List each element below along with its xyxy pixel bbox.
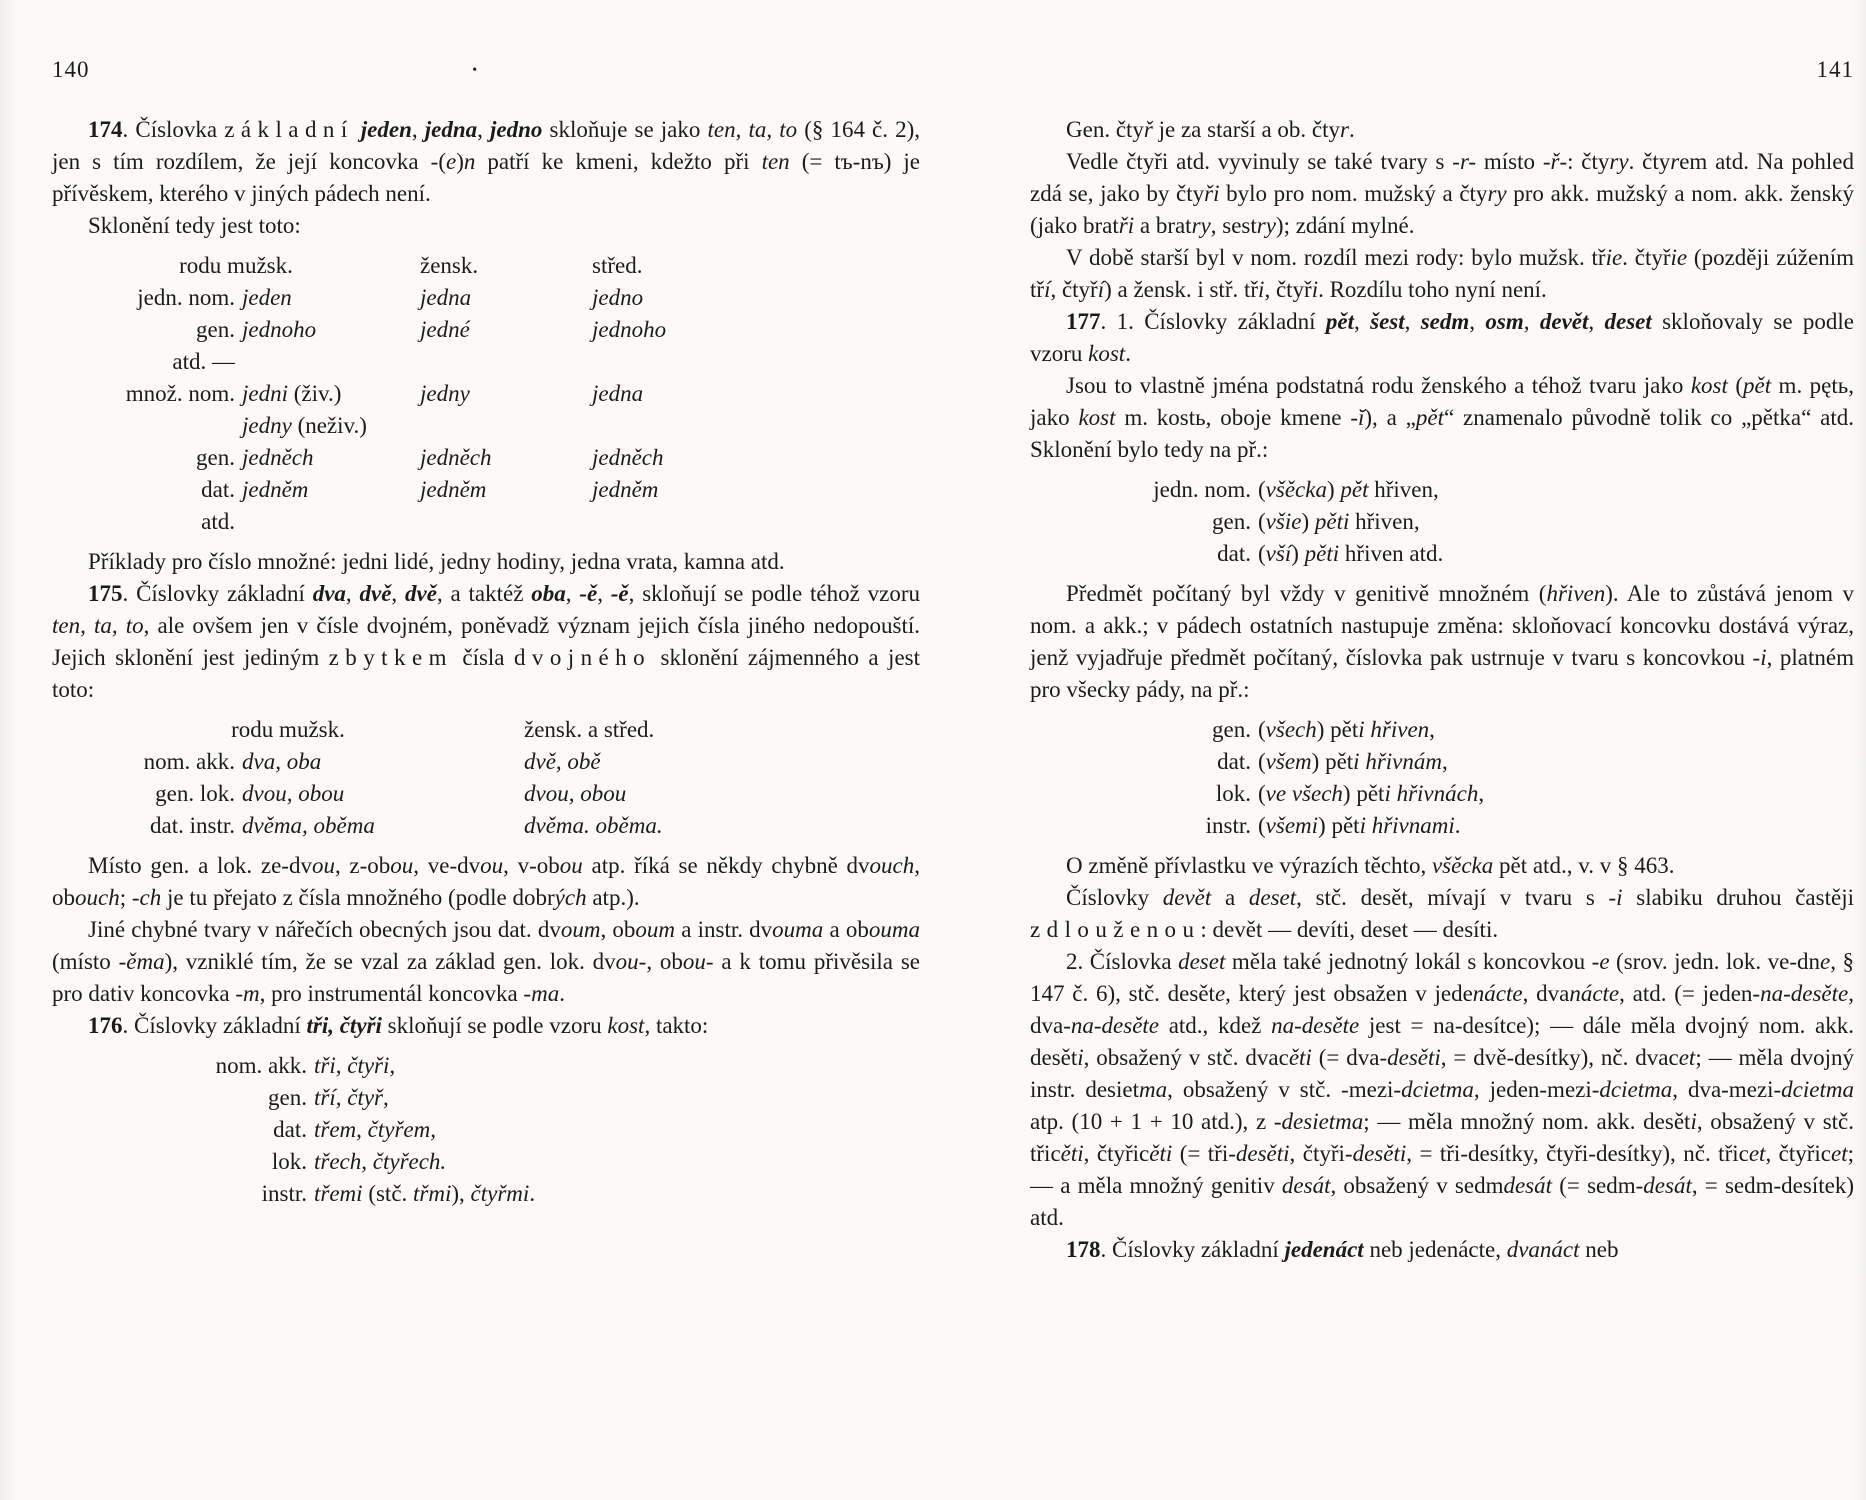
case-label: nom. akk.: [143, 749, 235, 774]
case-label: nom. akk.: [215, 1053, 307, 1078]
table-header-row: [52, 250, 920, 282]
form-cell: dvou, obou: [242, 781, 345, 806]
case-label: atd. —: [172, 349, 235, 374]
paragraph-178: 178. Číslovky základní jedenáct neb jedenácte, dvanáct neb: [1066, 1237, 1619, 1262]
form-cell: [242, 506, 420, 538]
list-row: [1030, 538, 1854, 570]
case-label: lok.: [271, 1149, 307, 1174]
form-cell: jedna: [420, 285, 472, 310]
form-cell: (všemi) pěti hřivnami.: [1258, 813, 1461, 838]
form-cell: [592, 410, 920, 442]
list-row: [1030, 810, 1854, 842]
form-cell: jedněm: [242, 477, 309, 502]
gender-header-neuter: střed.: [592, 253, 643, 278]
list-row: [1030, 714, 1854, 746]
table-row: [52, 378, 920, 410]
case-list-hriven-plural: [1030, 714, 1854, 842]
form-cell: tři, čtyři,: [314, 1053, 396, 1078]
declension-table-dva: [52, 714, 920, 842]
paragraph-predmet: Předmět počítaný byl vždy v genitivě množném (hřiven). Ale to zůstává jenom v nom. a akk.; v pádech ostatních nastupuje změna: skloňovací koncovku dostává výraz, jenž vyjadřuje předmět počítaný, číslovka pak ustrnuje v tvaru s koncovkou -i, platném pro všecky pády, na př.:: [1030, 581, 1855, 702]
form-cell: třech, čtyřech.: [314, 1149, 447, 1174]
case-label: gen.: [1212, 717, 1251, 742]
form-cell: jedni (živ.): [242, 381, 342, 406]
paragraph-gen-ctyr: Gen. čtyř je za starší a ob. čtyr.: [1066, 117, 1355, 142]
left-page-header: [52, 54, 920, 88]
form-cell: (vší) pěti hřiven atd.: [1258, 541, 1444, 566]
declension-table-jeden: [52, 250, 920, 538]
page-number-left: 140: [52, 57, 90, 82]
table-row: [52, 778, 920, 810]
form-cell: [242, 346, 420, 378]
paragraph-jsou: Jsou to vlastně jména podstatná rodu ženského a téhož tvaru jako kost (pět m. pętь, jako kost m. kostь, oboje kmene -ĭ), a „pět“ znamenalo původně tolik co „pětka“ atd. Sklonění bylo tedy na př.:: [1030, 373, 1854, 462]
form-cell: jednoho: [592, 317, 667, 342]
case-label: dat.: [201, 477, 235, 502]
list-row: [52, 1082, 920, 1114]
table-row: [52, 746, 920, 778]
paragraph-vdobe: V době starší byl v nom. rozdíl mezi rody: bylo mužsk. třie. čtyřie (později zúžením tří, čtyří) a žensk. i stř. tři, čtyři. Rozdílu toho nyní není.: [1030, 245, 1854, 302]
list-row: [1030, 746, 1854, 778]
form-cell: jednoho: [242, 317, 317, 342]
list-row: [1030, 474, 1854, 506]
list-row: [52, 1114, 920, 1146]
table-row: [52, 474, 920, 506]
form-cell: třemi (stč. třmi), čtyřmi.: [314, 1181, 536, 1206]
form-cell: jedněm: [420, 477, 487, 502]
form-cell: jedno: [592, 285, 644, 310]
form-cell: dva, oba: [242, 749, 322, 774]
case-label: dat.: [273, 1117, 307, 1142]
form-cell: dvěma, oběma: [242, 813, 375, 838]
right-page-header: [1030, 54, 1854, 88]
case-label: dat.: [1217, 749, 1251, 774]
case-label: dat.: [1217, 541, 1251, 566]
case-label: lok.: [1215, 781, 1251, 806]
form-cell: [420, 506, 592, 538]
table-row: [52, 282, 920, 314]
form-cell: jedněch: [420, 445, 492, 470]
case-label: instr.: [261, 1181, 307, 1206]
table-row: [52, 314, 920, 346]
table-row: [52, 346, 920, 378]
list-row: [1030, 778, 1854, 810]
left-page: [52, 54, 920, 1218]
case-label: gen. lok.: [155, 781, 235, 806]
case-label: gen.: [196, 317, 235, 342]
form-cell: jedněch: [592, 445, 664, 470]
list-row: [1030, 506, 1854, 538]
form-cell: jedny (neživ.): [242, 413, 367, 438]
case-label: gen.: [1212, 509, 1251, 534]
form-cell: (všěcka) pět hřiven,: [1258, 477, 1439, 502]
case-label: gen.: [268, 1085, 307, 1110]
table-row: [52, 442, 920, 474]
case-list-hriven-singular: [1030, 474, 1854, 570]
paragraph-priklady: Příklady pro číslo množné: jedni lidé, jedny hodiny, jedna vrata, kamna atd.: [88, 549, 785, 574]
table-row: [52, 410, 920, 442]
gender-header-masculine: rodu mužsk.: [231, 717, 345, 742]
form-cell: dvě, obě: [524, 749, 601, 774]
case-label: gen.: [196, 445, 235, 470]
paragraph-176: 176. Číslovky základní tři, čtyři skloňují se podle vzoru kost, takto:: [88, 1013, 709, 1038]
form-cell: [592, 506, 920, 538]
form-cell: jedné: [420, 317, 470, 342]
form-cell: jedna: [592, 381, 644, 406]
form-cell: třem, čtyřem,: [314, 1117, 436, 1142]
form-cell: (ve všech) pěti hřivnách,: [1258, 781, 1485, 806]
paragraph-vedle: Vedle čtyři atd. vyvinuly se také tvary s -r- místo -ř-: čtyry. čtyrem atd. Na pohled zdá se, jako by čtyři bylo pro nom. mužský a čtyry pro akk. mužský a nom. akk. ženský (jako bratři a bratry, sestry); zdání mylné.: [1030, 149, 1855, 238]
gender-header-feminine: žensk.: [420, 253, 479, 278]
paragraph-skloneni-intro: Sklonění tedy jest toto:: [88, 213, 301, 238]
case-label: množ. nom.: [125, 381, 235, 406]
case-label: dat. instr.: [150, 813, 235, 838]
center-dot-mark: •: [472, 63, 478, 78]
gender-header-masculine: rodu mužsk.: [179, 253, 293, 278]
right-page: [1030, 54, 1854, 1266]
paragraph-deset-lokal: 2. Číslovka deset měla také jednotný lokál s koncovkou -e (srov. jedn. lok. ve-dne, § 147 č. 6), stč. desěte, který jest obsažen v jedenácte, dvanácte, atd. (= jeden-na-desěte, dva-na-desěte atd., kdež na-desěte jest = na-desítce); — dále měla dvojný nom. akk. desěti, obsažený v stč. dvacěti (= dva-desěti, = dvě-desítky), nč. dvacet; — měla dvojný instr. desietma, obsažený v stč. -mezi-dcietma, jeden-mezi-dcietma, dva-mezi-dcietma atp. (10 + 1 + 10 atd.), z -desietma; — měla množný nom. akk. desěti, obsažený v stč. třicěti, čtyřicěti (= tři-desěti, čtyři-desěti, = tři-desítky, čtyři-desítky), nč. třicet, čtyřicet; — a měla množný genitiv desát, obsažený v sedmdesát (= sedm-desát, = sedm-desítek) atd.: [1030, 949, 1855, 1230]
table-row: [52, 506, 920, 538]
case-list-tri-ctyri: [52, 1050, 920, 1210]
form-cell: [592, 346, 920, 378]
form-cell: (všem) pěti hřivnám,: [1258, 749, 1448, 774]
list-row: [52, 1146, 920, 1178]
gender-header-fem-neuter: žensk. a střed.: [524, 717, 655, 742]
case-label: jedn. nom.: [137, 285, 235, 310]
paragraph-misto: Místo gen. a lok. ze-dvou, z-obou, ve-dvou, v-obou atp. říká se někdy chybně dvouch, obouch; -ch je tu přejato z čísla množného (podle dobrých atp.).: [52, 853, 920, 910]
form-cell: jedněm: [592, 477, 659, 502]
form-cell: (všech) pěti hřiven,: [1258, 717, 1435, 742]
paragraph-ozmene: O změně přívlastku ve výrazích těchto, všěcka pět atd., v. v § 463.: [1066, 853, 1675, 878]
case-label: atd.: [201, 509, 235, 534]
form-cell: [420, 410, 592, 442]
paragraph-cislovky-devet-deset: Číslovky devět a deset, stč. desět, mívají v tvaru s -i slabiku druhou častěji zdlouženou: devět — devíti, deset — desíti.: [1030, 885, 1854, 942]
case-label: jedn. nom.: [1153, 477, 1251, 502]
form-cell: jedněch: [242, 445, 314, 470]
form-cell: [420, 346, 592, 378]
paragraph-174: 174. Číslovka základní jeden, jedna, jedno skloňuje se jako ten, ta, to (§ 164 č. 2), jen s tím rozdílem, že její koncovka -(e)n patří ke kmeni, kdežto při ten (= tъ-nъ) je přívěskem, kterého v jiných pádech není.: [52, 117, 921, 206]
form-cell: dvou, obou: [524, 781, 627, 806]
form-cell: tří, čtyř,: [314, 1085, 389, 1110]
table-row: [52, 810, 920, 842]
case-label: [52, 410, 242, 442]
paragraph-177: 177. 1. Číslovky základní pět, šest, sedm, osm, devět, deset skloňovaly se podle vzoru kost.: [1030, 309, 1855, 366]
form-cell: jedny: [420, 381, 470, 406]
paragraph-jine: Jiné chybné tvary v nářečích obecných jsou dat. dvoum, oboum a instr. dvouma a obouma (místo -ěma), vzniklé tím, že se vzal za základ gen. lok. dvou-, obou- a k tomu přivěsila se pro dativ koncovka -m, pro instrumentál koncovka -ma.: [52, 917, 920, 1006]
list-row: [52, 1050, 920, 1082]
list-row: [52, 1178, 920, 1210]
form-cell: jeden: [242, 285, 292, 310]
table-header-row: [52, 714, 920, 746]
case-label: instr.: [1205, 813, 1251, 838]
page-number-right: 141: [1816, 57, 1854, 82]
paragraph-175: 175. Číslovky základní dva, dvě, dvě, a taktéž oba, -ě, -ě, skloňují se podle téhož vzoru ten, ta, to, ale ovšem jen v čísle dvojném, poněvadž význam jejich čísla jiného nedopouští. Jejich sklonění jest jediným zbytkem čísla dvojného sklonění zájmenného a jest toto:: [52, 581, 921, 702]
form-cell: (všie) pěti hřiven,: [1258, 509, 1420, 534]
form-cell: dvěma. oběma.: [524, 813, 663, 838]
